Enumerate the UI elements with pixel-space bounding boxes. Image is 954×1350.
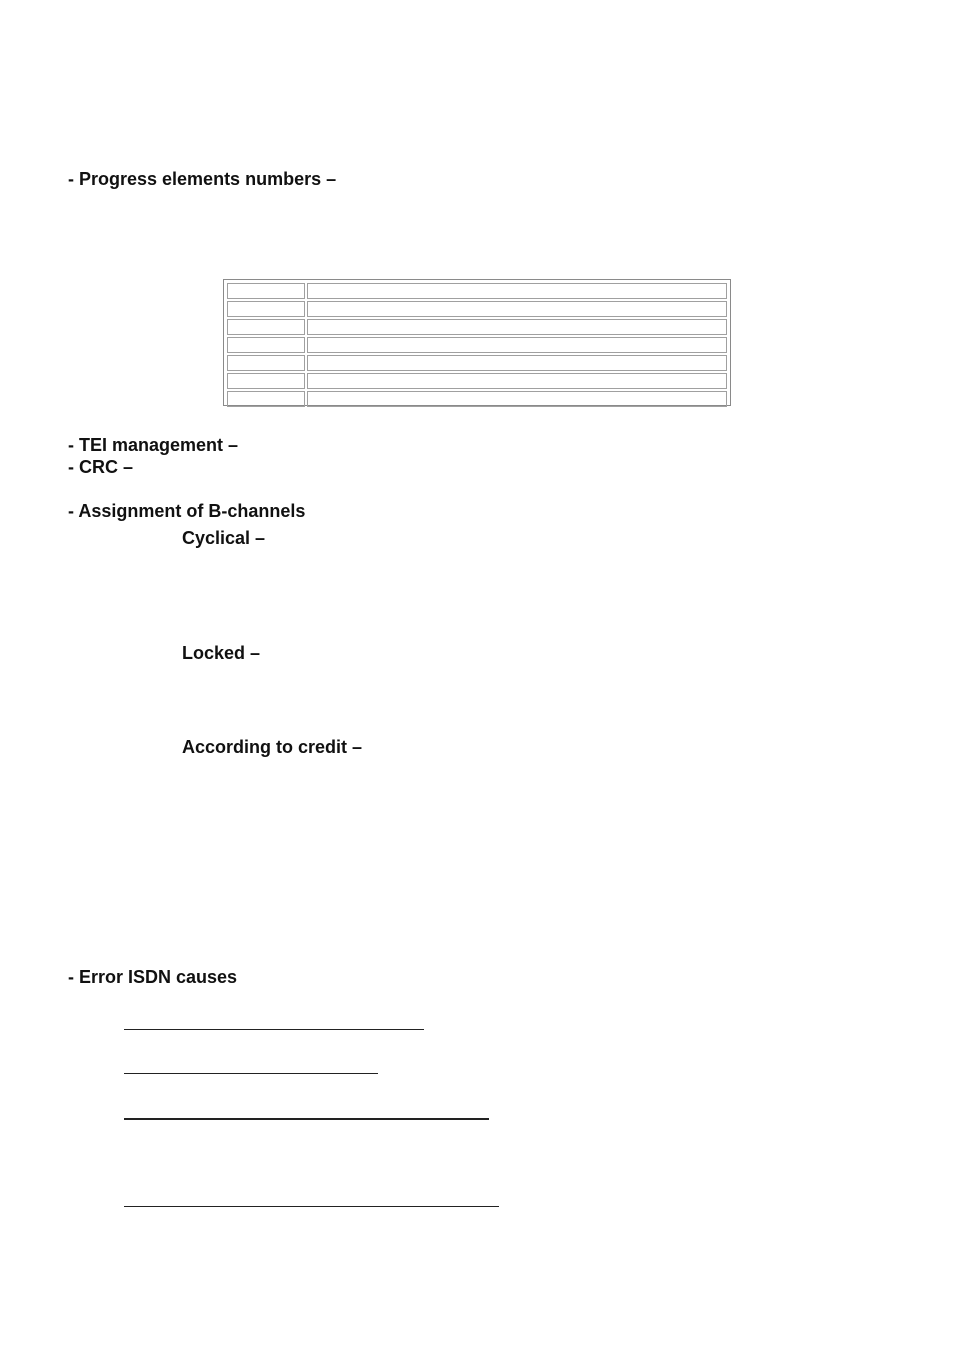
table-row [227,391,727,407]
table-cell [227,319,305,335]
subheading-according-to-credit: According to credit – [182,737,363,757]
heading-progress-elements: - Progress elements numbers – [68,169,337,189]
table-row [227,373,727,389]
table-cell [307,319,727,335]
progress-elements-table [223,279,731,406]
table-row [227,337,727,353]
underline-rule-2 [124,1073,378,1074]
underline-rule-4 [124,1206,499,1207]
subheading-locked: Locked – [182,643,261,663]
table-cell [307,337,727,353]
table-row [227,319,727,335]
heading-crc: - CRC – [68,457,134,477]
table-cell [227,337,305,353]
table-row [227,355,727,371]
table-cell [227,391,305,407]
table-row [227,301,727,317]
underline-rule-3 [124,1118,489,1120]
subheading-cyclical: Cyclical – [182,528,266,548]
table-cell [227,355,305,371]
table-cell [307,373,727,389]
table-cell [307,283,727,299]
table-cell [227,373,305,389]
table-cell [227,283,305,299]
table-cell [307,391,727,407]
table-cell [307,301,727,317]
underline-rule-1 [124,1029,424,1030]
heading-error-isdn-causes: - Error ISDN causes [68,967,238,987]
heading-assignment-b-channels: - Assignment of B-channels [68,501,306,521]
table-row [227,283,727,299]
table-cell [307,355,727,371]
heading-tei-management: - TEI management – [68,435,239,455]
table-cell [227,301,305,317]
